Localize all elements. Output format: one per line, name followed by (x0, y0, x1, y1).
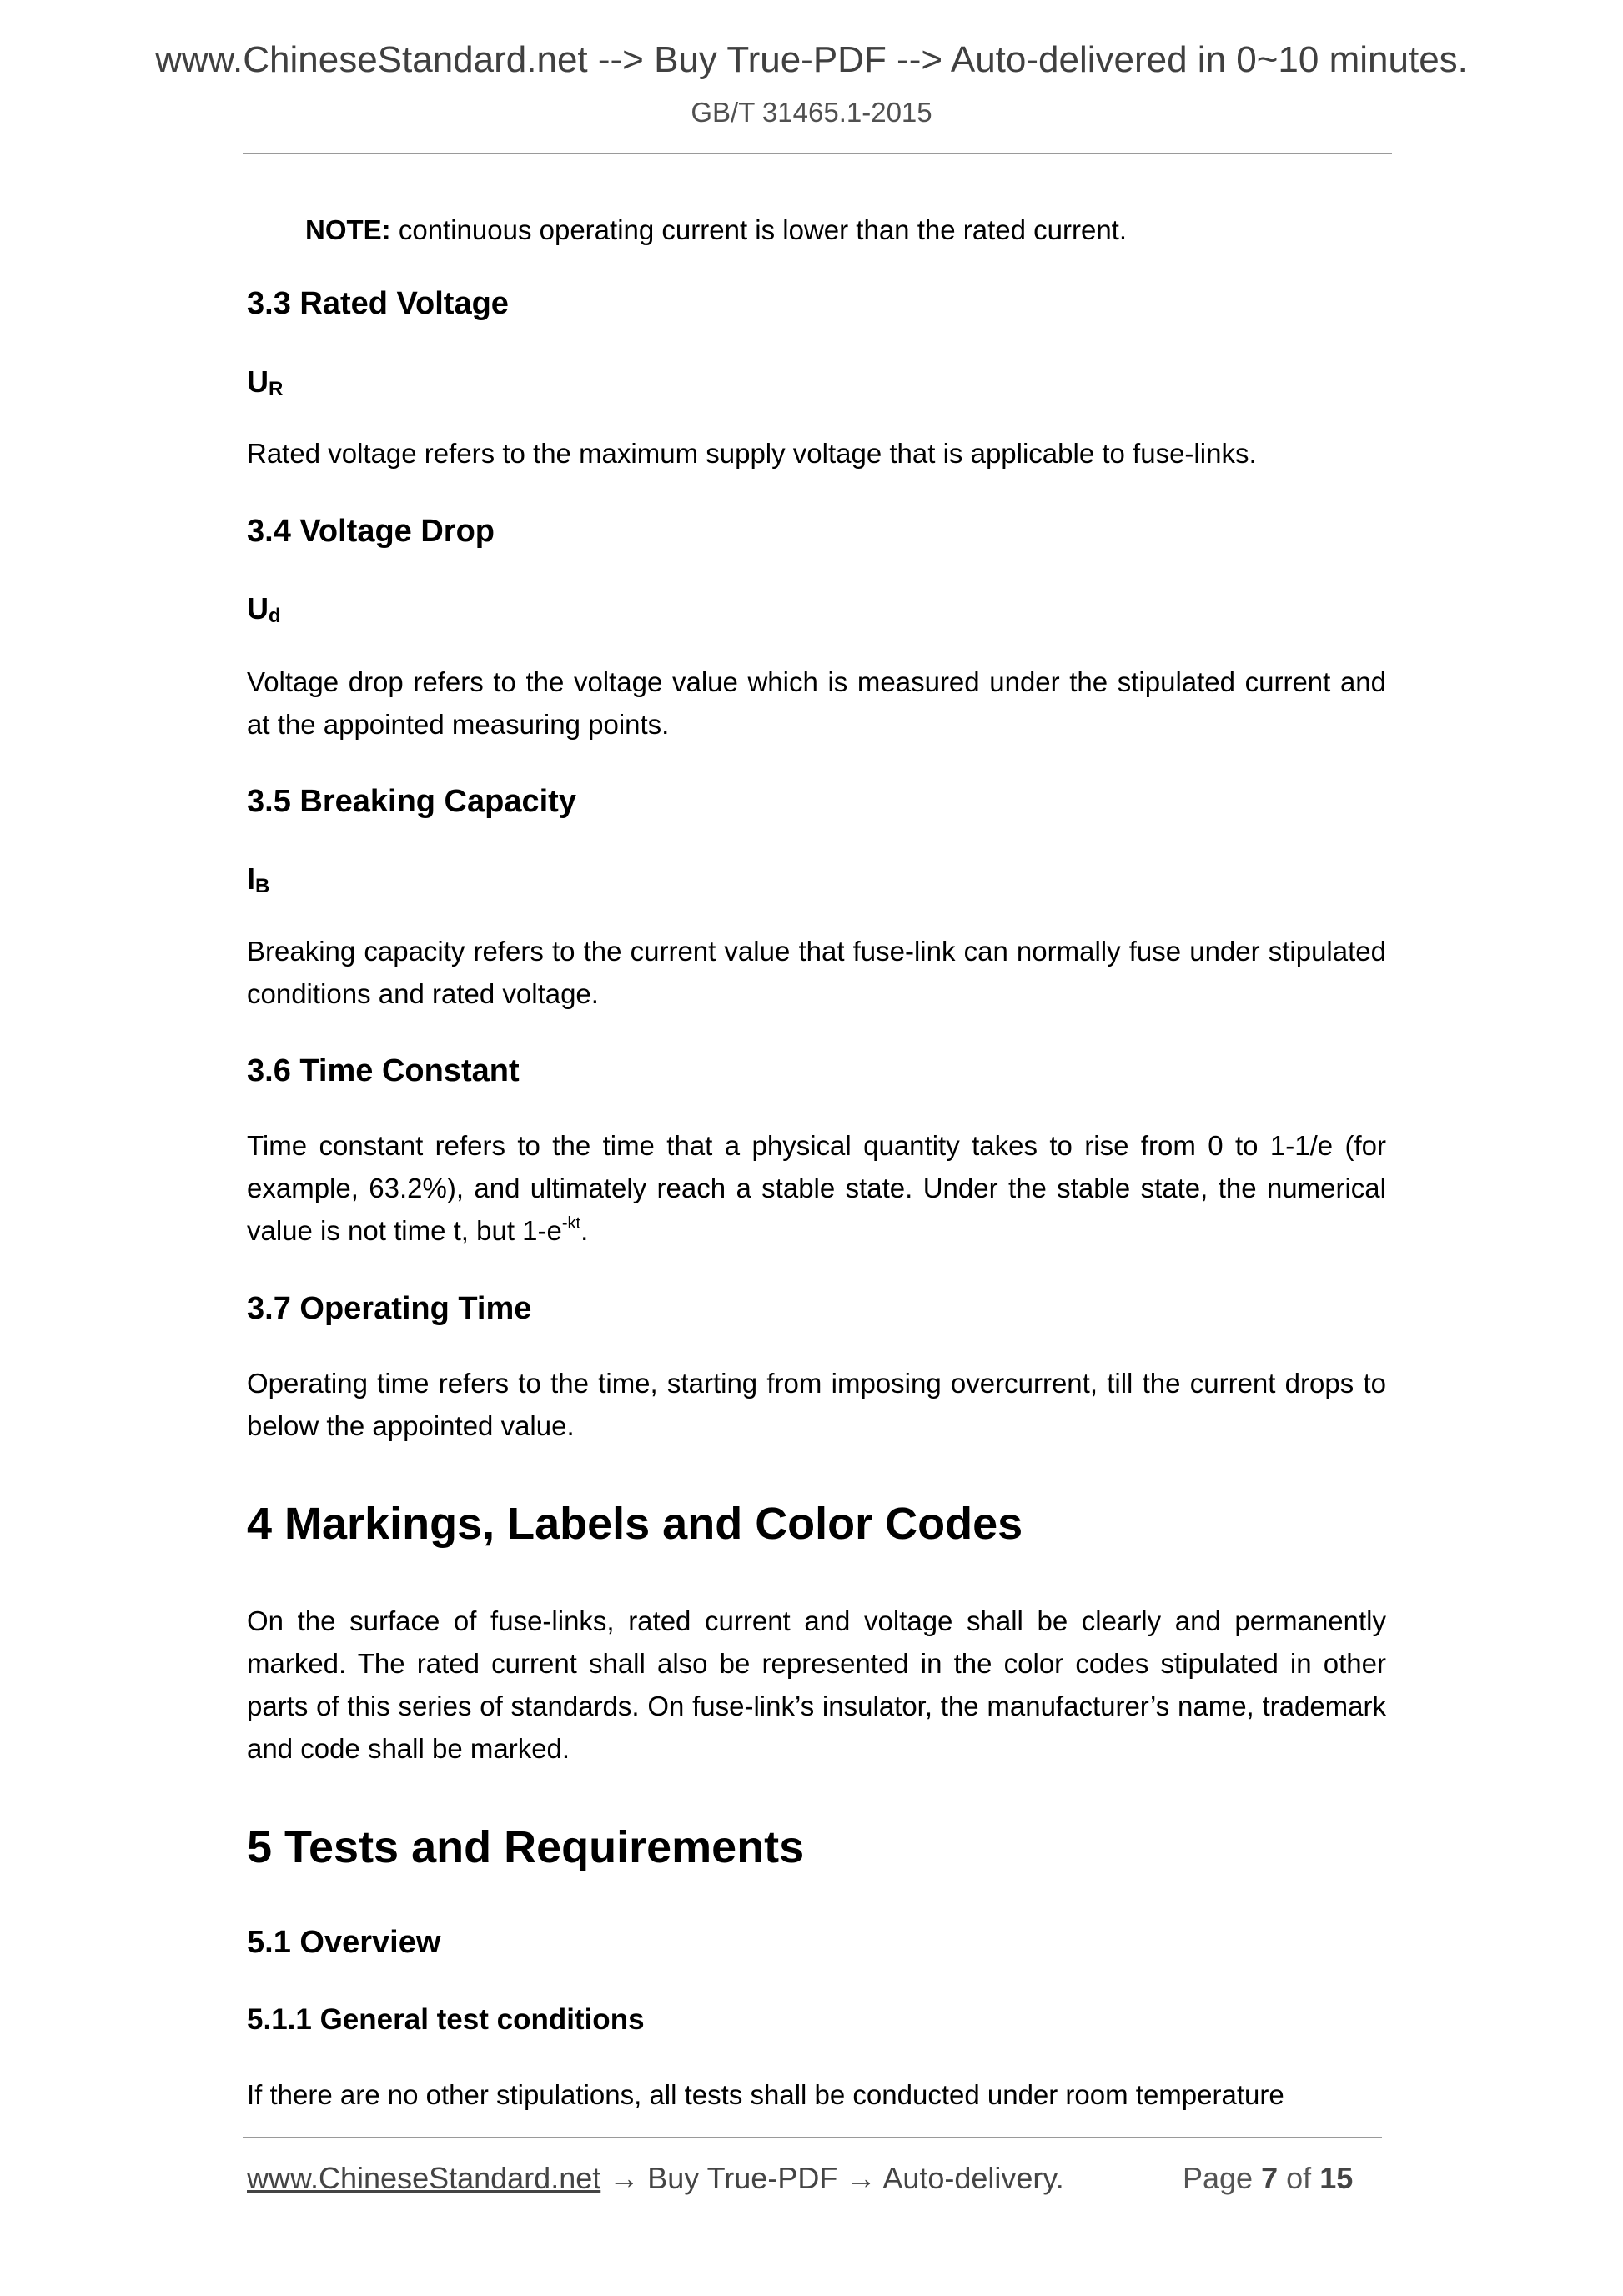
page-total: 15 (1319, 2161, 1354, 2195)
symbol-ib (247, 864, 1386, 897)
paragraph-text: Time constant refers to the time that a physical quantity takes to rise from 0 to 1-1/e (for example, 63.2%), and ultimately reach a stable state. Under the stable state, the numerical value is not time t, but 1-e (247, 1130, 1386, 1246)
heading-3-6: 3.6 Time Constant (247, 1053, 520, 1088)
header-divider (243, 153, 1392, 154)
symbol-ur (247, 364, 1386, 400)
symbol-ud (247, 591, 1386, 627)
heading-3-5: 3.5 Breaking Capacity (247, 784, 576, 819)
symbol-base: U (247, 364, 269, 399)
page-label: Page (1183, 2161, 1254, 2195)
paragraph-3-4: Voltage drop refers to the voltage value which is measured under the stipulated current and at the appointed measuring points. (247, 666, 1386, 740)
heading-3-7: 3.7 Operating Time (247, 1291, 532, 1326)
symbol-subscript: B (255, 875, 270, 897)
symbol-base: I (247, 862, 256, 896)
heading-4: 4 Markings, Labels and Color Codes (247, 1499, 1023, 1549)
heading-5: 5 Tests and Requirements (247, 1822, 805, 1872)
symbol-subscript: R (269, 378, 284, 400)
footer-promo-text: → Buy True-PDF → Auto-delivery. (600, 2161, 1064, 2195)
note-text: continuous operating current is lower than the rated current. (390, 214, 1128, 245)
paragraph-3-5: Breaking capacity refers to the current value that fuse-link can normally fuse under stipulated conditions and rated voltage. (247, 936, 1386, 1009)
paragraph-5-1-1: If there are no other stipulations, all tests shall be conducted under room temperature (247, 2079, 1284, 2110)
heading-3-3: 3.3 Rated Voltage (247, 286, 509, 321)
note-label: NOTE: (305, 214, 391, 245)
paragraph-4: On the surface of fuse-links, rated current and voltage shall be clearly and permanently marked. The rated current shall also be represented in the color codes stipulated in other parts of this series of standards. On fuse-link’s insulator, the manufacturer’s name, trademark and code shall be marked. (247, 1605, 1386, 1764)
paragraph-3-3: Rated voltage refers to the maximum supply voltage that is applicable to fuse-links. (247, 438, 1257, 469)
footer-promo (247, 2163, 1064, 2193)
document-code: GB/T 31465.1-2015 (691, 97, 932, 128)
paragraph-3-6 (247, 1124, 1386, 1252)
of-label: of (1286, 2161, 1312, 2195)
page-current: 7 (1261, 2161, 1279, 2195)
symbol-subscript: d (269, 605, 281, 627)
page-number (1183, 2163, 1353, 2193)
heading-3-4: 3.4 Voltage Drop (247, 514, 495, 549)
heading-5-1: 5.1 Overview (247, 1925, 441, 1960)
superscript: -kt (561, 1214, 581, 1233)
paragraph-end: . (580, 1215, 589, 1246)
note (305, 208, 1389, 251)
symbol-base: U (247, 591, 269, 625)
header-banner: www.ChineseStandard.net --> Buy True-PDF --> Auto-delivered in 0~10 minutes. (155, 39, 1468, 80)
paragraph-3-7: Operating time refers to the time, starting from imposing overcurrent, till the current drops to below the appointed value. (247, 1368, 1386, 1441)
footer-site-link[interactable]: www.ChineseStandard.net (247, 2161, 601, 2195)
heading-5-1-1: 5.1.1 General test conditions (247, 2003, 645, 2036)
footer-divider (243, 2137, 1382, 2138)
